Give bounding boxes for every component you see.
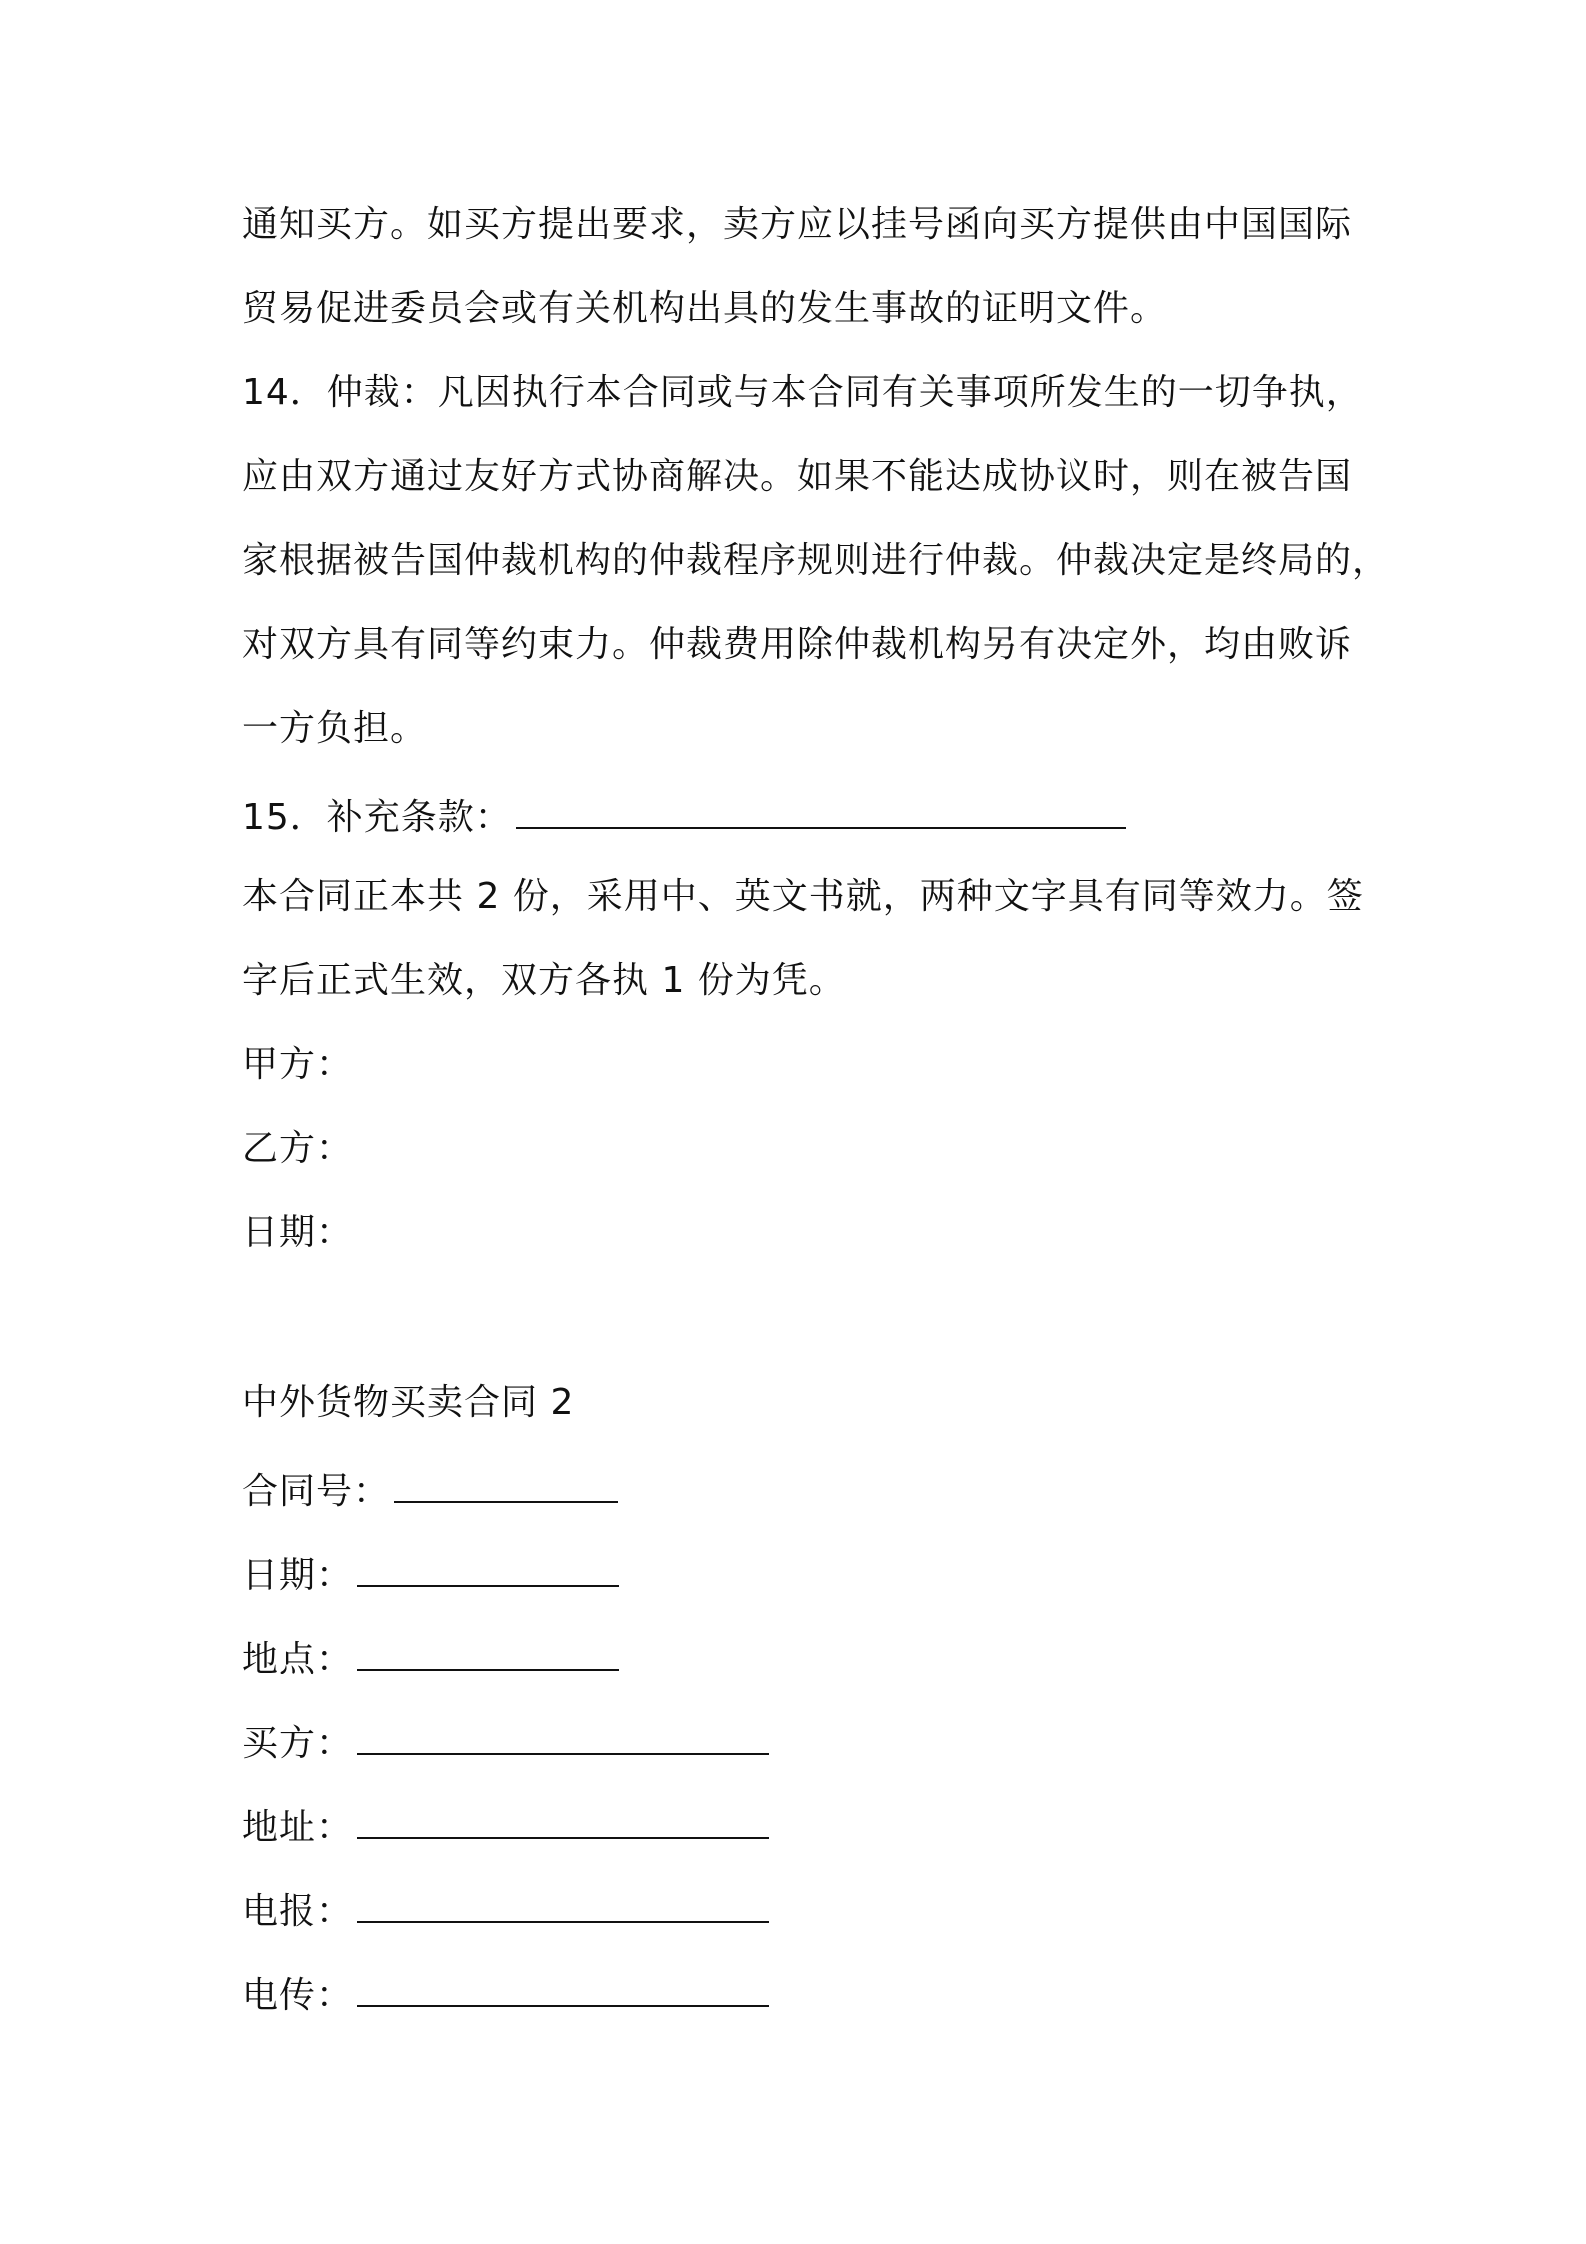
paragraph-line: 对双方具有同等约束力。仲裁费用除仲裁机构另有决定外，均由败诉 <box>242 624 1353 665</box>
buyer-field <box>242 1717 769 1766</box>
clause-15-label: 15．补充条款： <box>242 797 512 838</box>
party-a-label: 甲方： <box>242 1044 354 1085</box>
date-label: 日期： <box>242 1555 354 1596</box>
paragraph-line: 字后正式生效，双方各执 1 份为凭。 <box>242 960 846 1001</box>
supplementary-terms-blank[interactable] <box>516 791 1126 829</box>
paragraph-line: 一方负担。 <box>242 708 428 749</box>
paragraph-line: 本合同正本共 2 份，采用中、英文书就，两种文字具有同等效力。签 <box>242 876 1364 917</box>
place-field <box>242 1633 619 1682</box>
fax-blank[interactable] <box>357 1969 769 2007</box>
buyer-blank[interactable] <box>357 1717 769 1755</box>
place-label: 地点： <box>242 1639 354 1680</box>
address-label: 地址： <box>242 1807 354 1848</box>
contract-2-title: 中外货物买卖合同 2 <box>242 1382 575 1423</box>
address-blank[interactable] <box>357 1801 769 1839</box>
date-field <box>242 1549 619 1598</box>
telegram-field <box>242 1885 769 1934</box>
fax-field <box>242 1969 769 2018</box>
buyer-label: 买方： <box>242 1723 354 1764</box>
party-b-label: 乙方： <box>242 1128 354 1169</box>
clause-14-line: 14．仲裁：凡因执行本合同或与本合同有关事项所发生的一切争执， <box>242 372 1363 413</box>
paragraph-line: 应由双方通过友好方式协商解决。如果不能达成协议时，则在被告国 <box>242 456 1353 497</box>
signature-date-label: 日期： <box>242 1212 354 1253</box>
contract-no-label: 合同号： <box>242 1471 391 1512</box>
clause-15 <box>242 791 1126 840</box>
paragraph-line: 家根据被告国仲裁机构的仲裁程序规则进行仲裁。仲裁决定是终局的， <box>242 540 1390 581</box>
telegram-label: 电报： <box>242 1891 354 1932</box>
contract-no-field <box>242 1465 618 1514</box>
date-blank[interactable] <box>357 1549 619 1587</box>
place-blank[interactable] <box>357 1633 619 1671</box>
contract-no-blank[interactable] <box>394 1465 618 1503</box>
telegram-blank[interactable] <box>357 1885 769 1923</box>
paragraph-line: 通知买方。如买方提出要求，卖方应以挂号函向买方提供由中国国际 <box>242 204 1353 245</box>
address-field <box>242 1801 769 1850</box>
paragraph-line: 贸易促进委员会或有关机构出具的发生事故的证明文件。 <box>242 288 1168 329</box>
fax-label: 电传： <box>242 1975 354 2016</box>
